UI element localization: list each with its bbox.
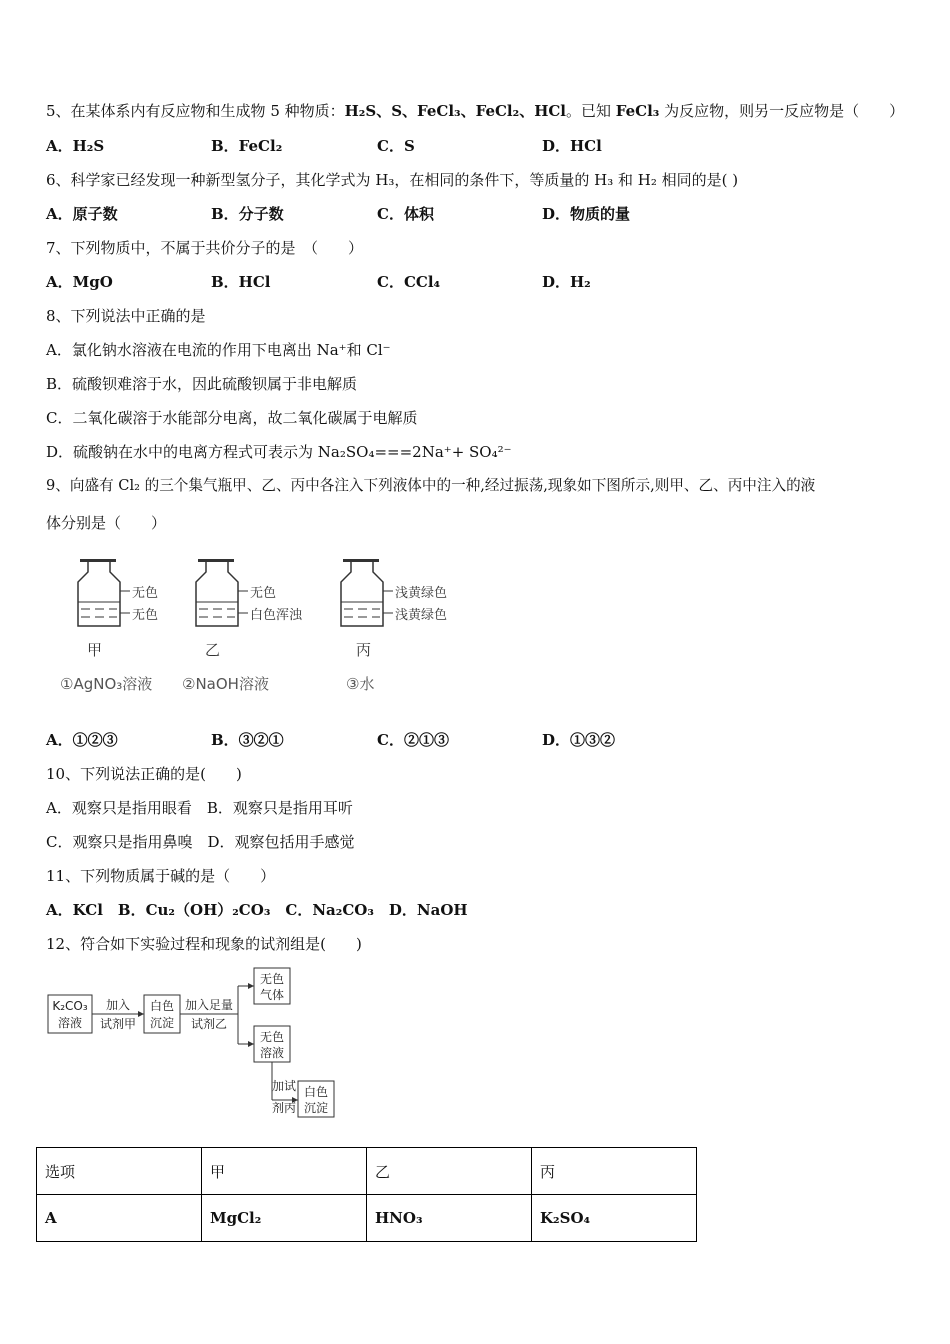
bottle-bing-bottom-label: 浅黄绿色 — [395, 608, 448, 623]
q8-option-a: A．氯化钠水溶液在电流的作用下电离出 Na⁺和 Cl⁻ — [46, 341, 391, 359]
bottle-yi — [196, 559, 248, 626]
table-header-cell: 甲 — [202, 1148, 367, 1195]
q6-option-d: D．物质的量 — [542, 205, 631, 223]
bottle-yi-name: 乙 — [205, 641, 221, 659]
q5-stem: 5、在某体系内有反应物和生成物 5 种物质：H₂S、S、FeCl₃、FeCl₂、HCl。已知 FeCl₃ 为反应物，则另一反应物是（ ） — [46, 102, 905, 120]
q10-options-row1: A．观察只是指用眼看 B．观察只是指用耳听 — [46, 799, 353, 817]
flow-add2-line1: 加入足量 — [184, 998, 234, 1012]
table-header-cell: 丙 — [532, 1148, 697, 1195]
reagent-2: ②NaOH溶液 — [182, 675, 269, 693]
flow-start-line2: 溶液 — [57, 1016, 83, 1030]
flow-ppt1-line1: 白色 — [149, 999, 175, 1013]
q9-option-c: C．②①③ — [377, 731, 449, 749]
flow-add1-line2: 试剂甲 — [99, 1017, 137, 1031]
flow-add3-line2: 剂丙 — [271, 1101, 297, 1115]
table-header-row — [37, 1148, 697, 1195]
q11-options: A．KCl B．Cu₂（OH）₂CO₃ C．Na₂CO₃ D．NaOH — [46, 901, 468, 919]
q11-stem: 11、下列物质属于碱的是（ ） — [46, 867, 276, 885]
q7-option-a: A．MgO — [46, 273, 113, 291]
q7-option-b: B．HCl — [211, 273, 271, 291]
bottle-bing-top-label: 浅黄绿色 — [395, 586, 448, 601]
bottle-yi-top-label: 无色 — [250, 586, 277, 601]
bottle-bing-name: 丙 — [356, 641, 372, 659]
q7-stem: 7、下列物质中，不属于共价分子的是 （ ） — [46, 239, 364, 257]
flow-add1-line1: 加入 — [105, 998, 131, 1012]
q6-option-a: A．原子数 — [46, 205, 118, 223]
bottle-jia-top-label: 无色 — [132, 586, 159, 601]
q6-option-b: B．分子数 — [211, 205, 284, 223]
flow-add3-line1: 加试 — [271, 1079, 297, 1093]
q9-option-b: B．③②① — [211, 731, 284, 749]
q5-option-c: C．S — [377, 137, 415, 155]
q12-stem: 12、符合如下实验过程和现象的试剂组是( ) — [46, 935, 362, 953]
flow-gas-line2: 气体 — [259, 988, 285, 1002]
table-cell: K₂SO₄ — [532, 1195, 697, 1242]
flow-ppt2-line1: 白色 — [303, 1085, 329, 1099]
q12-table — [36, 1147, 697, 1242]
q9-stem-line1: 9、向盛有 Cl₂ 的三个集气瓶甲、乙、丙中各注入下列液体中的一种,经过振荡,现象如下图所示,则甲、乙、丙中注入的液 — [46, 477, 816, 494]
q6-stem: 6、科学家已经发现一种新型氢分子，其化学式为 H₃，在相同的条件下，等质量的 H₃ 和 H₂ 相同的是( ) — [46, 171, 739, 189]
q7-option-c: C．CCl₄ — [377, 273, 441, 291]
q8-option-c: C．二氧化碳溶于水能部分电离，故二氧化碳属于电解质 — [46, 409, 418, 427]
q5-option-d: D．HCl — [542, 137, 602, 155]
q9-stem-line2: 体分别是（ ） — [46, 514, 167, 532]
flow-gas-line1: 无色 — [259, 972, 285, 986]
table-row — [37, 1195, 697, 1242]
table-cell: A — [37, 1195, 202, 1242]
reagent-1: ①AgNO₃溶液 — [60, 675, 153, 693]
q5-option-b: B．FeCl₂ — [211, 137, 283, 155]
table-cell: HNO₃ — [367, 1195, 532, 1242]
flow-add2-line2: 试剂乙 — [190, 1017, 228, 1031]
bottle-bing — [341, 559, 393, 626]
bottle-jia-bottom-label: 无色 — [132, 608, 159, 623]
q10-options-row2: C．观察只是指用鼻嗅 D．观察包括用手感觉 — [46, 833, 355, 851]
q8-stem: 8、下列说法中正确的是 — [46, 307, 206, 325]
flow-ppt1-line2: 沉淀 — [149, 1016, 175, 1030]
q12-flowchart — [46, 966, 346, 1121]
bottle-jia-name: 甲 — [87, 641, 103, 659]
q5-option-a: A．H₂S — [46, 137, 105, 155]
reagent-3: ③水 — [346, 675, 375, 693]
bottle-jia — [78, 559, 130, 626]
table-cell: MgCl₂ — [202, 1195, 367, 1242]
flow-start-line1: K₂CO₃ — [52, 999, 88, 1013]
table-header-cell: 乙 — [367, 1148, 532, 1195]
q6-option-c: C．体积 — [377, 205, 434, 223]
bottle-yi-bottom-label: 白色浑浊 — [250, 608, 303, 623]
q8-option-d: D．硫酸钠在水中的电离方程式可表示为 Na₂SO₄===2Na⁺+ SO₄²⁻ — [46, 443, 512, 461]
q8-option-b: B．硫酸钡难溶于水，因此硫酸钡属于非电解质 — [46, 375, 358, 393]
q9-option-d: D．①③② — [542, 731, 616, 749]
table-header-cell: 选项 — [37, 1148, 202, 1195]
q7-option-d: D．H₂ — [542, 273, 591, 291]
q9-option-a: A．①②③ — [46, 731, 118, 749]
flow-ppt2-line2: 沉淀 — [303, 1101, 329, 1115]
q10-stem: 10、下列说法正确的是( ) — [46, 765, 242, 783]
flow-sol-line1: 无色 — [259, 1030, 285, 1044]
flow-sol-line2: 溶液 — [259, 1046, 285, 1060]
